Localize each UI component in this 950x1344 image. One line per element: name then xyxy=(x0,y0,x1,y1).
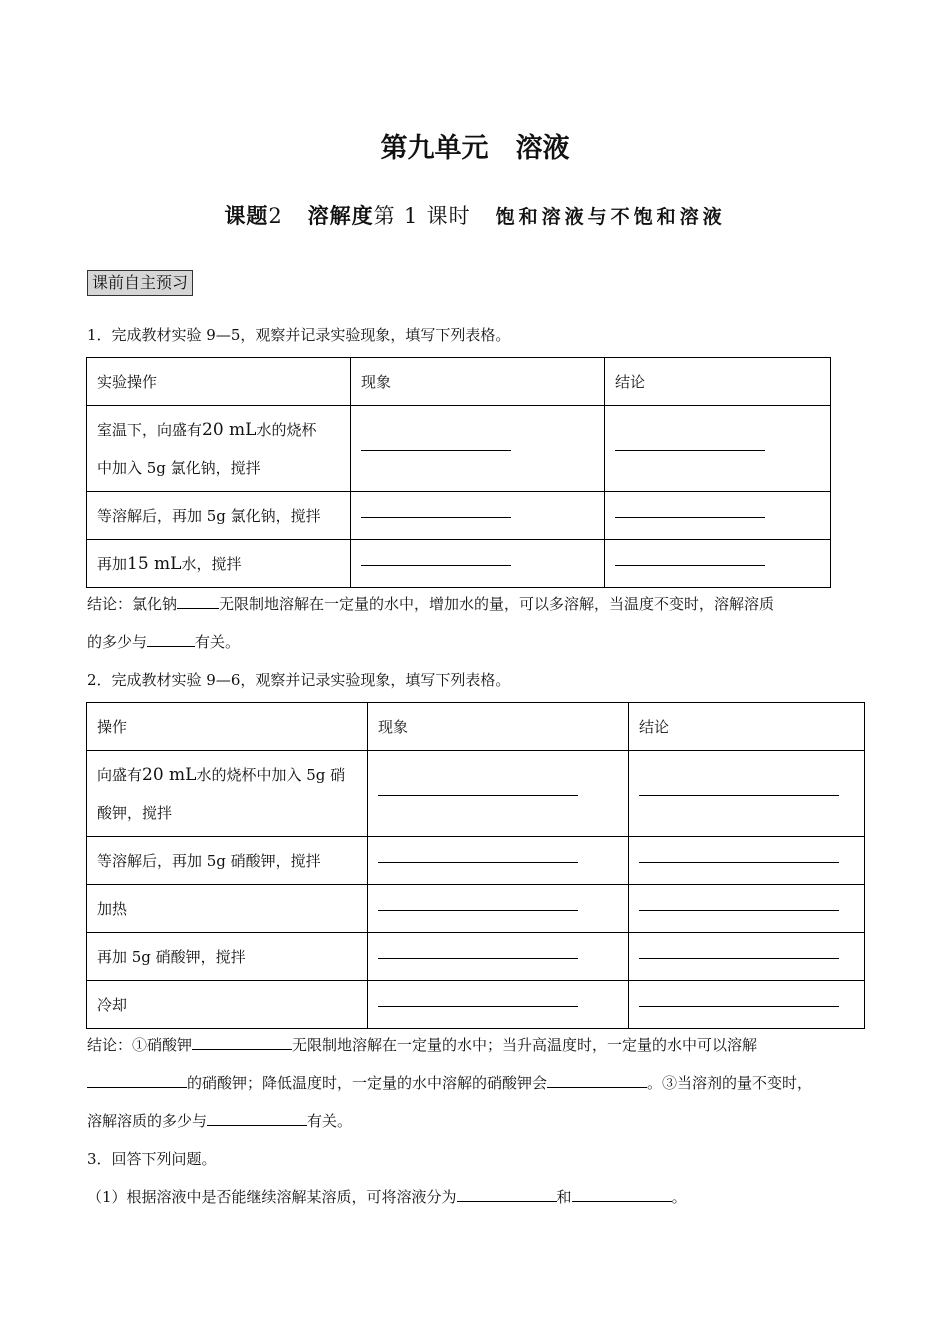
q2-row2-operation: 等溶解后，再加 5g 硝酸钾，搅拌 xyxy=(87,837,368,885)
q2-row4-operation: 再加 5g 硝酸钾，搅拌 xyxy=(87,933,368,981)
q1-row1-operation: 室温下，向盛有20 mL水的烧杯 中加入 5g 氯化钠，搅拌 xyxy=(87,406,351,492)
q2-blank-4[interactable] xyxy=(207,1125,307,1126)
q2-intro: 2．完成教材实验 9—6，观察并记录实验现象，填写下列表格。 xyxy=(87,671,511,689)
q2-conclusion-line2: 的硝酸钾；降低温度时，一定量的水中溶解的硝酸钾会 。③当溶剂的量不变时， xyxy=(87,1073,812,1093)
table-row xyxy=(87,885,865,933)
q2-row2-phenomenon[interactable] xyxy=(368,837,629,885)
q1-table xyxy=(86,357,831,588)
q1-row1-conclusion[interactable] xyxy=(605,406,831,492)
q2-blank-2[interactable] xyxy=(87,1087,187,1088)
table-row xyxy=(87,492,831,540)
q1-row2-operation: 等溶解后，再加 5g 氯化钠，搅拌 xyxy=(87,492,351,540)
q1-row3-conclusion[interactable] xyxy=(605,540,831,588)
q1-header-phenomenon: 现象 xyxy=(351,358,605,406)
table-row xyxy=(87,933,865,981)
q2-row1-operation: 向盛有20 mL水的烧杯中加入 5g 硝 酸钾，搅拌 xyxy=(87,751,368,837)
q2-conclusion-line3: 溶解溶质的多少与 有关。 xyxy=(87,1112,353,1130)
q1-blank-2[interactable] xyxy=(147,646,195,647)
q2-row3-phenomenon[interactable] xyxy=(368,885,629,933)
q2-row3-operation: 加热 xyxy=(87,885,368,933)
table-row xyxy=(87,751,865,837)
lesson-subtitle xyxy=(0,200,950,230)
table-row xyxy=(87,837,865,885)
q2-row3-conclusion[interactable] xyxy=(629,885,865,933)
q1-row2-conclusion[interactable] xyxy=(605,492,831,540)
q2-header-conclusion: 结论 xyxy=(629,703,865,751)
q1-intro: 1．完成教材实验 9—5，观察并记录实验现象，填写下列表格。 xyxy=(87,326,511,344)
q1-row2-phenomenon[interactable] xyxy=(351,492,605,540)
period-prefix: 第 xyxy=(373,204,396,228)
q1-conclusion-line1: 结论：氯化钠 无限制地溶解在一定量的水中，增加水的量，可以多溶解，当温度不变时，溶解溶质 xyxy=(87,595,775,613)
q2-row5-phenomenon[interactable] xyxy=(368,981,629,1029)
q1-blank-1[interactable] xyxy=(177,608,219,609)
q2-row5-operation: 冷却 xyxy=(87,981,368,1029)
q2-row4-phenomenon[interactable] xyxy=(368,933,629,981)
q1-row3-phenomenon[interactable] xyxy=(351,540,605,588)
table-row xyxy=(87,540,831,588)
q2-blank-3[interactable] xyxy=(547,1087,647,1088)
q1-header-operation: 实验操作 xyxy=(87,358,351,406)
section-badge: 课前自主预习 xyxy=(87,270,193,296)
q2-header-phenomenon: 现象 xyxy=(368,703,629,751)
q3-blank-2[interactable] xyxy=(572,1201,672,1202)
q1-row3-operation: 再加15 mL水，搅拌 xyxy=(87,540,351,588)
table-row xyxy=(87,981,865,1029)
q2-row1-phenomenon[interactable] xyxy=(368,751,629,837)
table-row xyxy=(87,406,831,492)
q2-row1-conclusion[interactable] xyxy=(629,751,865,837)
lesson-label: 课题 xyxy=(224,204,269,228)
period-suffix: 课时 xyxy=(426,204,471,228)
q2-blank-1[interactable] xyxy=(192,1049,292,1050)
q1-header-conclusion: 结论 xyxy=(605,358,831,406)
q3-item1: （1）根据溶液中是否能继续溶解某溶质，可将溶液分为 和 。 xyxy=(87,1188,687,1206)
page-title: 第九单元 溶液 xyxy=(380,133,570,164)
q2-row5-conclusion[interactable] xyxy=(629,981,865,1029)
topic2-label: 饱和溶液与不饱和溶液 xyxy=(495,206,726,228)
topic-label: 溶解度 xyxy=(307,204,374,228)
lesson-number: 2 xyxy=(268,204,283,228)
q1-conclusion-line2: 的多少与 有关。 xyxy=(87,633,241,651)
q1-row1-phenomenon[interactable] xyxy=(351,406,605,492)
q2-header-operation: 操作 xyxy=(87,703,368,751)
q2-conclusion-line1: 结论：①硝酸钾 无限制地溶解在一定量的水中；当升高温度时，一定量的水中可以溶解 xyxy=(87,1036,758,1054)
q2-table xyxy=(86,702,865,1029)
q3-blank-1[interactable] xyxy=(457,1201,557,1202)
period-number: 1 xyxy=(403,204,419,228)
q2-row4-conclusion[interactable] xyxy=(629,933,865,981)
q2-row2-conclusion[interactable] xyxy=(629,837,865,885)
q3-intro: 3．回答下列问题。 xyxy=(87,1150,217,1168)
